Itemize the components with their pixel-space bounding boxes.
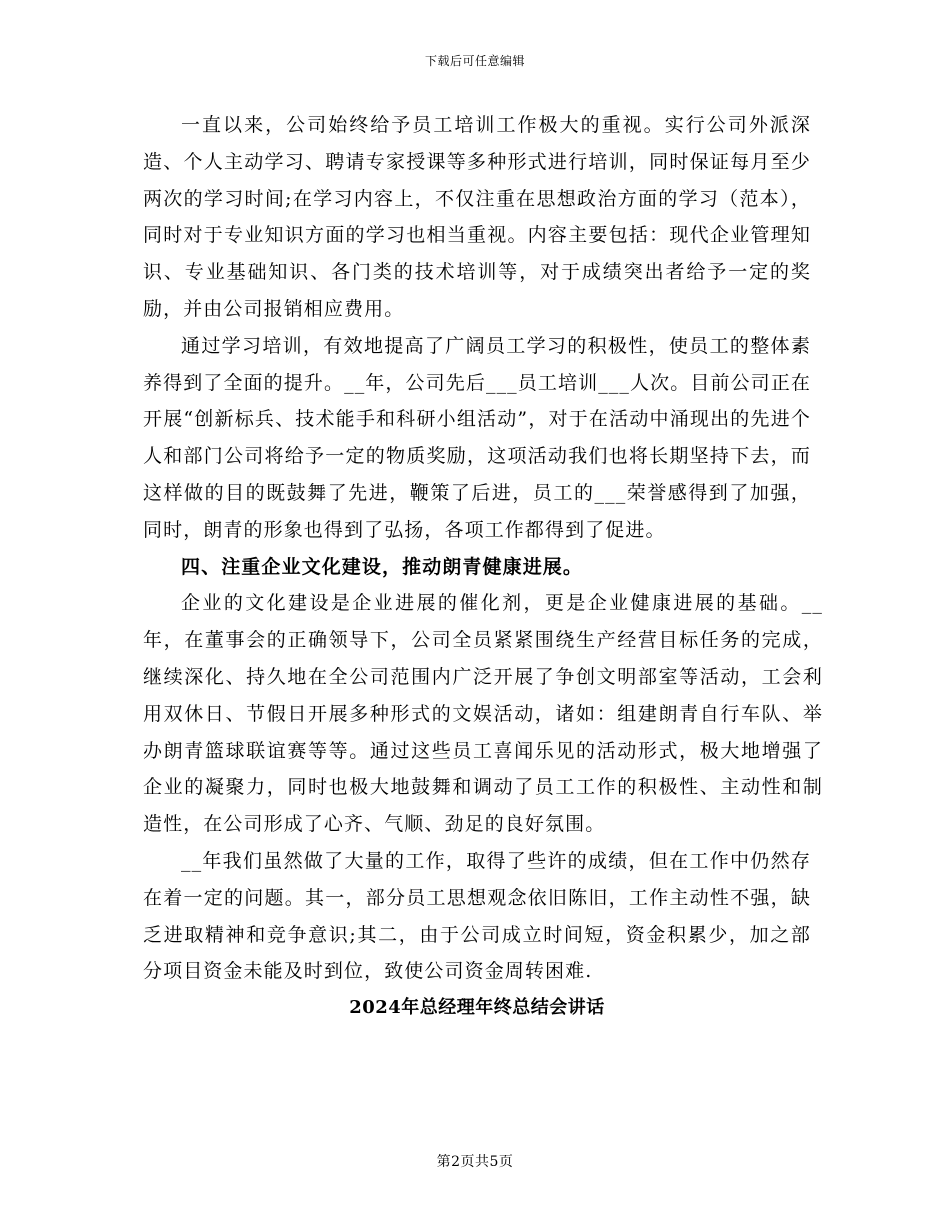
document-title: 2024年总经理年终总结会讲话 [349,997,605,1019]
document-body [143,107,823,1027]
paragraph-problems: __年我们虽然做了大量的工作，取得了些许的成绩，但在工作中仍然存在着一定的问题。其一，部分员工思想观念依旧陈旧，工作主动性不强，缺乏进取精神和竞争意识;其二，由于公司成立时间短，资金积累少，加之部分项目资金未能及时到位，致使公司资金周转困难. [143,849,811,983]
paragraph-training-results: 通过学习培训，有效地提高了广阔员工学习的积极性，使员工的整体素养得到了全面的提升。__年，公司先后___员工培训___人次。目前公司正在开展“创新标兵、技术能手和科研小组活动”，对于在活动中涌现出的先进个人和部门公司将给予一定的物质奖励，这项活动我们也将长期坚持下去，而这样做的目的既鼓舞了先进，鞭策了后进，员工的___荣誉感得到了加强，同时，朗青的形象也得到了弘扬，各项工作都得到了促进。 [143,334,811,541]
section-heading-culture: 四、注重企业文化建设，推动朗青健康进展。 [181,555,584,578]
paragraph-culture: 企业的文化建设是企业进展的催化剂，更是企业健康进展的基础。__年，在董事会的正确领导下，公司全员紧紧围绕生产经营目标任务的完成，继续深化、持久地在全公司范围内广泛开展了争创文明部室等活动，工会利用双休日、节假日开展多种形式的文娱活动，诸如：组建朗青自行车队、举办朗青篮球联谊赛等等。通过这些员工喜闻乐见的活动形式，极大地增强了企业的凝聚力，同时也极大地鼓舞和调动了员工工作的积极性、主动性和制造性，在公司形成了心齐、气顺、劲足的良好氛围。 [143,592,823,836]
page-header: 下载后可任意编辑 [424,54,525,68]
paragraph-training: 一直以来，公司始终给予员工培训工作极大的重视。实行公司外派深造、个人主动学习、聘请专家授课等多种形式进行培训，同时保证每月至少两次的学习时间;在学习内容上，不仅注重在思想政治方面的学习（范本），同时对于专业知识方面的学习也相当重视。内容主要包括：现代企业管理知识、专业基础知识、各门类的技术培训等，对于成绩突出者给予一定的奖励，并由公司报销相应费用。 [143,114,811,320]
page-footer: 第2页共5页 [436,1154,514,1170]
